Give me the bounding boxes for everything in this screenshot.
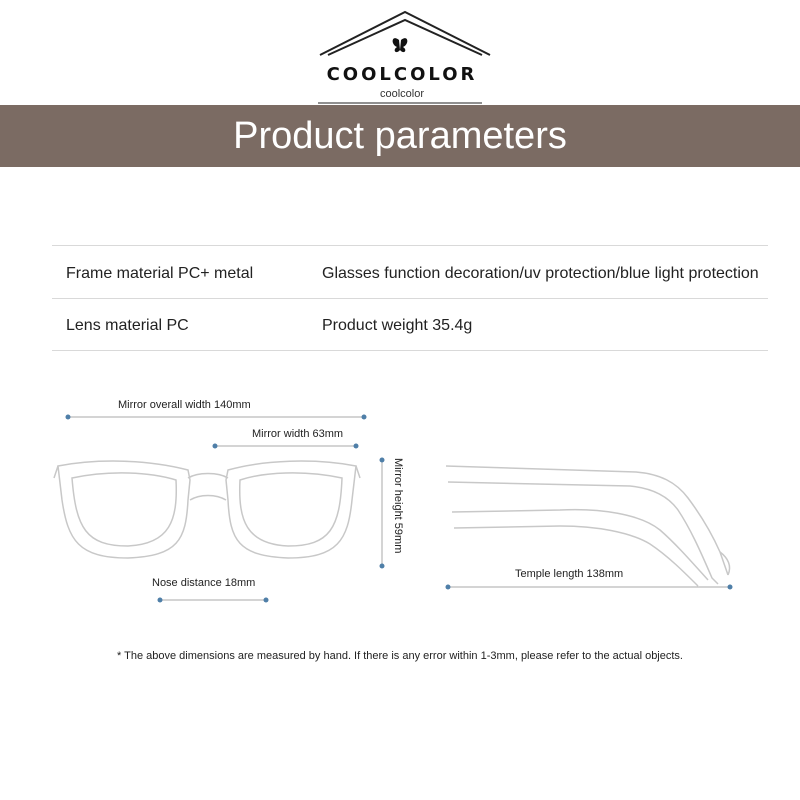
param-product-weight: Product weight 35.4g — [322, 317, 473, 334]
label-mirror-width: Mirror width 63mm — [252, 428, 344, 440]
label-overall-width: Mirror overall width 140mm — [118, 399, 251, 411]
glasses-front-illustration — [54, 461, 360, 558]
measurement-footnote: * The above dimensions are measured by hand. If there is any error within 1-3mm, please refer to the actual objects. — [117, 650, 683, 662]
label-nose-distance: Nose distance 18mm — [152, 577, 256, 589]
brand-name: COOLCOLOR — [326, 64, 478, 85]
param-lens-material: Lens material PC — [66, 317, 189, 334]
banner-title: Product parameters — [233, 115, 567, 157]
param-frame-material: Frame material PC+ metal — [66, 265, 254, 282]
param-glasses-function: Glasses function decoration/uv protection/blue light protection — [322, 265, 759, 282]
brand-subtitle: coolcolor — [379, 88, 425, 100]
label-temple-length: Temple length 138mm — [515, 568, 624, 580]
label-mirror-height: Mirror height 59mm — [392, 458, 404, 554]
